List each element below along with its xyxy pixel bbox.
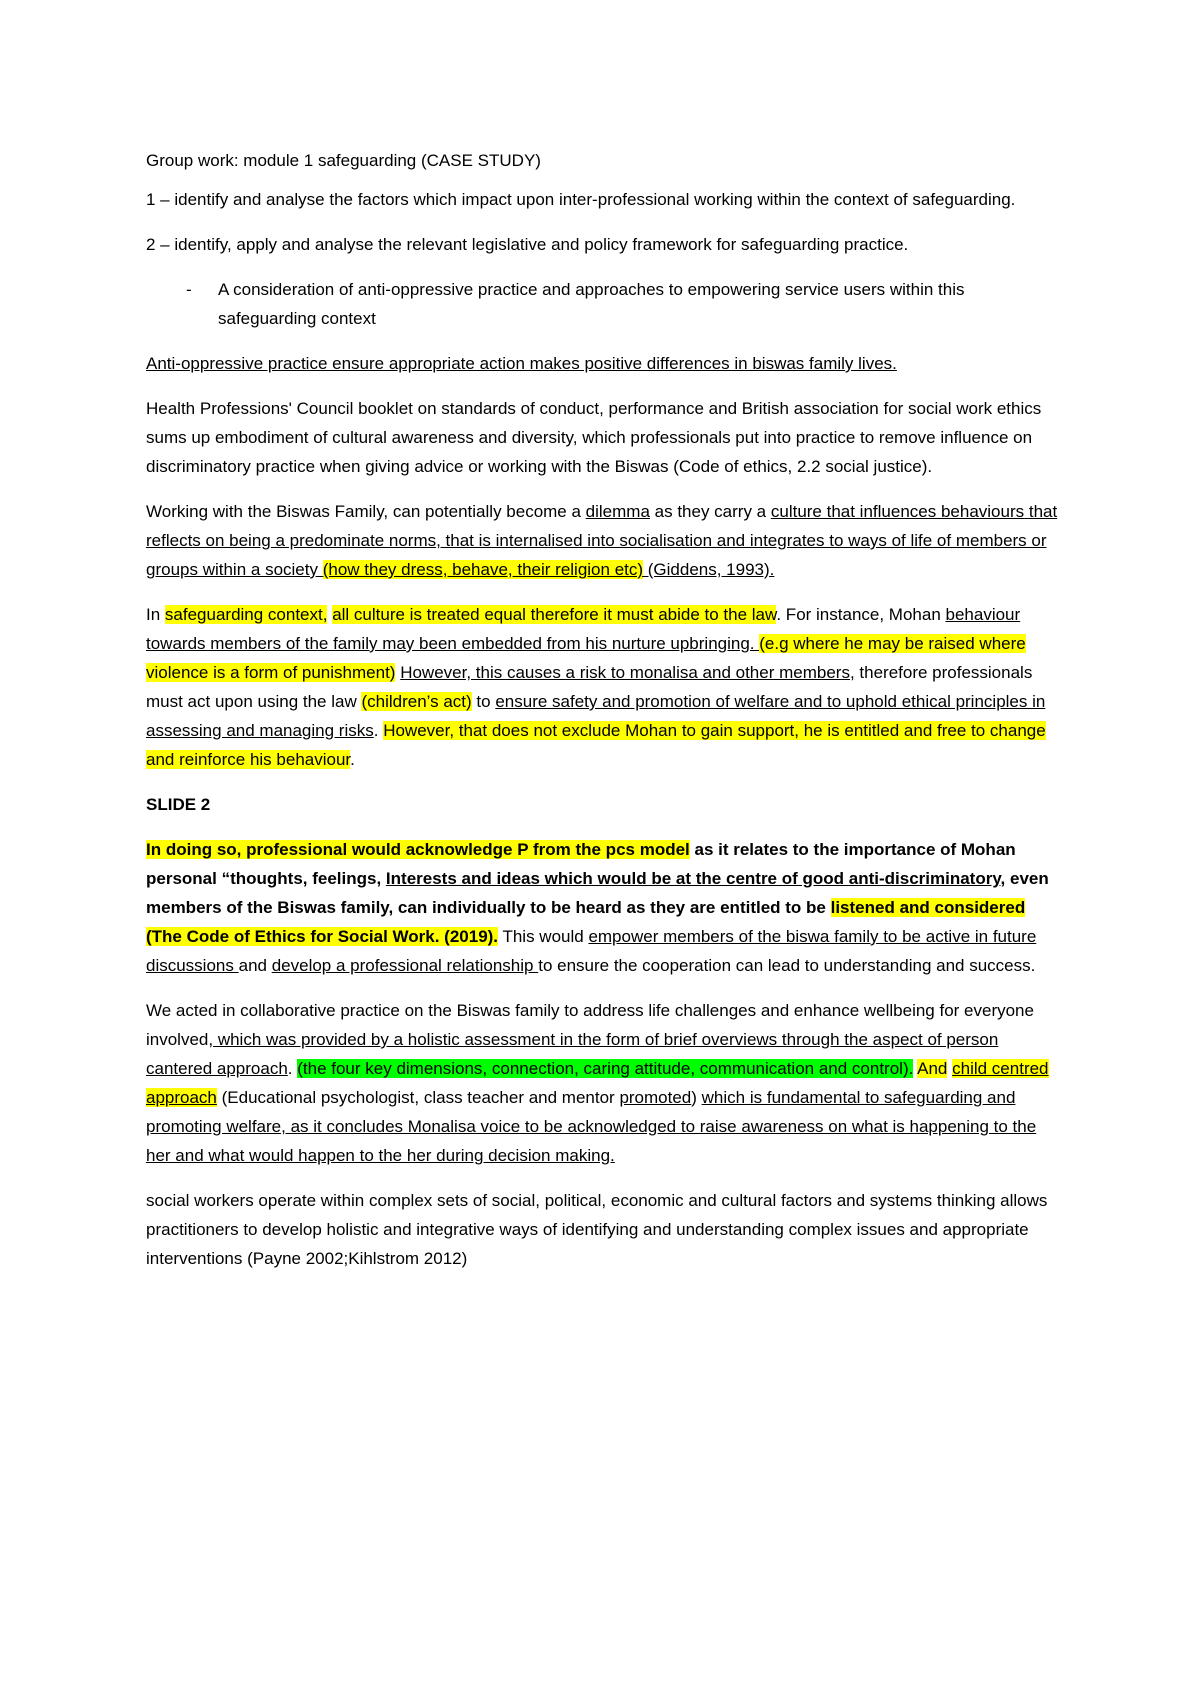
objective-2: 2 – identify, apply and analyse the relevant legislative and policy framework for safeguarding practice.: [146, 235, 909, 254]
text-span: We acted in collaborative practice on the Biswas family to address life challenges and enhance wellbeing for everyone involved: [146, 1001, 1034, 1049]
highlighted-span: (children’s act): [361, 692, 472, 711]
text-span: to ensure the cooperation can lead to understanding and success.: [538, 956, 1036, 975]
bullet-text: A consideration of anti-oppressive practice and approaches to empowering service users within this safeguarding context: [218, 280, 965, 328]
paragraph-hpc: Health Professions' Council booklet on standards of conduct, performance and British association for social work ethics sums up embodiment of cultural awareness and diversity, which professionals put into practice to remove influence on discriminatory practice when giving advice or working with the Biswas (Code of ethics, 2.2 social justice).: [146, 399, 1042, 476]
text-span: to: [471, 692, 496, 711]
text-span: therefore professionals must act upon using the law: [146, 663, 1033, 711]
underlined-span: empower members of the biswa family to be active in future discussions: [146, 927, 1037, 975]
underlined-span: promoted: [619, 1088, 692, 1107]
bold-span: as it relates to the importance of Mohan personal “thoughts, feelings,: [146, 840, 1016, 888]
slide-label: SLIDE 2: [146, 795, 211, 814]
green-highlighted-span: (the four key dimensions, connection, caring attitude, communication and control).: [297, 1059, 914, 1078]
highlighted-span: child centred approach: [146, 1059, 1049, 1107]
text-span: .: [373, 721, 384, 740]
highlighted-span: listened and considered (The Code of Ethics for Social Work. (2019).: [146, 898, 1026, 946]
paragraph-pcs: [146, 835, 1058, 980]
highlighted-span: all culture is treated equal therefore it must abide to the law: [332, 605, 777, 624]
highlighted-span: safeguarding context,: [164, 605, 328, 624]
text-span: (Educational psychologist, class teacher and mentor: [216, 1088, 620, 1107]
bold-underlined-span: Interests and ideas which would be at the centre of good anti-discriminatory,: [385, 869, 1006, 888]
text-span: .: [350, 750, 355, 769]
paragraph-working: [146, 497, 1058, 584]
text-span: This would: [498, 927, 589, 946]
underlined-span: (Giddens, 1993).: [643, 560, 775, 579]
underlined-span: ensure safety and promotion of welfare and to uphold ethical principles in assessing and managing risks: [146, 692, 1046, 740]
underlined-span: develop a professional relationship: [271, 956, 539, 975]
underlined-span: However, this causes a risk to monalisa and other members,: [400, 663, 855, 682]
highlighted-span: In doing so, professional would acknowledge P from the pcs model: [146, 840, 690, 859]
underlined-span: culture that influences behaviours: [770, 502, 1025, 521]
text-span: ): [691, 1088, 702, 1107]
text-span: . For instance, Mohan: [776, 605, 946, 624]
underlined-span: dilemma: [585, 502, 650, 521]
paragraph-safeguarding: [146, 600, 1058, 774]
text-span: In: [146, 605, 165, 624]
text-span: .: [287, 1059, 298, 1078]
paragraph-systems: social workers operate within complex sets of social, political, economic and cultural factors and systems thinking allows practitioners to develop holistic and integrative ways of identifying and understanding complex issues and appropriate interventions (Payne 2002;Kihlstrom 2012): [146, 1191, 1048, 1268]
document-body: [146, 146, 1058, 1289]
bullet-dash: -: [186, 280, 192, 299]
highlighted-span: And: [917, 1059, 948, 1078]
underlined-span: which is fundamental to safeguarding and promoting welfare, as it concludes Monalisa voice to be acknowledged to raise awareness on what is happening to the her and what would happen to the her during decision making.: [146, 1088, 1037, 1165]
underlined-span: , which was provided by a holistic assessment in the form of brief overviews through the aspect of person cantered approach: [146, 1030, 999, 1078]
underlined-span: behaviour towards members of the family may been embedded from his nurture upbringing.: [146, 605, 1021, 653]
text-span: and: [238, 956, 272, 975]
document-title: Group work: module 1 safeguarding (CASE STUDY): [146, 151, 541, 170]
text-span: Working with the Biswas Family, can potentially become a: [146, 502, 586, 521]
paragraph-collaborative: [146, 996, 1058, 1170]
underlined-span: that reflects on being a predominate norms, that is internalised into socialisation and integrates to ways of life of members or groups within a society: [146, 502, 1058, 579]
bullet-item: [186, 275, 1058, 333]
highlighted-span: (e.g where he may be raised where violence is a form of punishment): [146, 634, 1026, 682]
text-span: as they carry a: [649, 502, 771, 521]
objective-1: 1 – identify and analyse the factors which impact upon inter-professional working within the context of safeguarding.: [146, 190, 1016, 209]
highlighted-span: (how they dress, behave, their religion etc): [322, 560, 644, 579]
underlined-heading: Anti-oppressive practice ensure appropriate action makes positive differences in biswas family lives.: [146, 354, 897, 373]
bold-span: even members of the Biswas family, can individually to be heard as they are entitled to be: [146, 869, 1049, 917]
highlighted-span: However, that does not exclude Mohan to gain support, he is entitled and free to change and reinforce his behaviour: [146, 721, 1046, 769]
